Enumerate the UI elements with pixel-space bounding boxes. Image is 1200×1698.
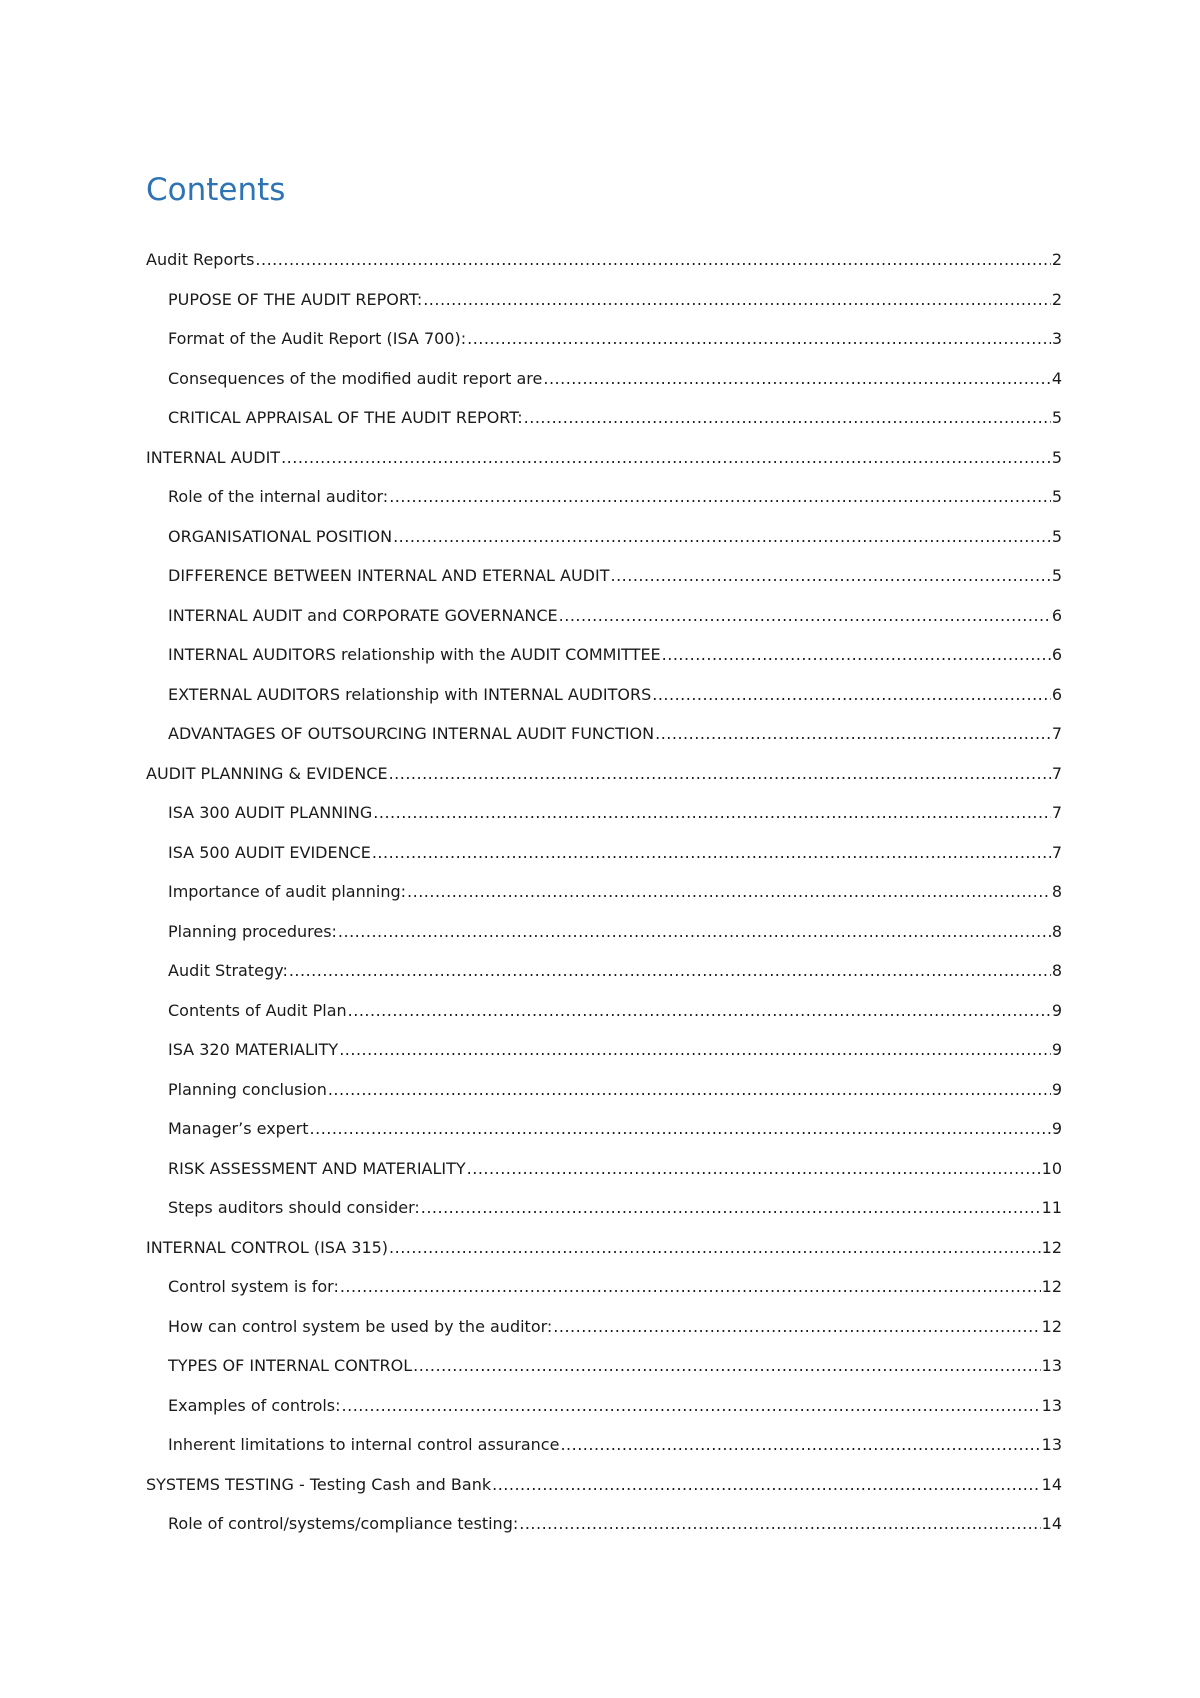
toc-dot-leader <box>423 290 1051 310</box>
toc-entry[interactable] <box>146 487 1062 527</box>
toc-entry[interactable] <box>146 1435 1062 1475</box>
toc-entry-title: TYPES OF INTERNAL CONTROL <box>168 1356 413 1375</box>
toc-entry-title: Examples of controls: <box>168 1395 341 1415</box>
toc-entry-title: INTERNAL CONTROL (ISA 315) <box>146 1237 389 1257</box>
toc-entry[interactable] <box>146 724 1062 764</box>
toc-entry-title: Audit Reports <box>146 250 255 269</box>
toc-entry-page-number: 8 <box>1051 921 1062 941</box>
toc-dot-leader <box>393 527 1051 547</box>
toc-entry-page-number: 6 <box>1051 605 1062 625</box>
toc-entry-title: Consequences of the modified audit report are <box>168 368 543 388</box>
toc-entry-page-number: 10 <box>1041 1158 1062 1178</box>
toc-entry-page-number: 14 <box>1041 1474 1062 1494</box>
toc-entry[interactable] <box>146 1159 1062 1199</box>
toc-dot-leader <box>407 882 1051 902</box>
toc-entry[interactable] <box>146 764 1062 804</box>
toc-entry-title: Role of the internal auditor: <box>168 487 389 506</box>
toc-dot-leader <box>339 1040 1051 1060</box>
table-of-contents <box>146 250 1062 1554</box>
toc-entry-page-number: 5 <box>1051 447 1062 467</box>
toc-entry[interactable] <box>146 448 1062 488</box>
toc-entry-page-number: 6 <box>1051 684 1062 704</box>
toc-entry-page-number: 11 <box>1041 1198 1062 1217</box>
toc-entry-page-number: 6 <box>1051 645 1062 664</box>
toc-entry[interactable] <box>146 803 1062 843</box>
toc-entry[interactable] <box>146 1001 1062 1041</box>
toc-entry[interactable] <box>146 1238 1062 1278</box>
toc-entry[interactable] <box>146 527 1062 567</box>
toc-entry[interactable] <box>146 408 1062 448</box>
toc-dot-leader <box>338 922 1051 942</box>
toc-entry[interactable] <box>146 1514 1062 1554</box>
toc-dot-leader <box>662 645 1051 665</box>
toc-entry[interactable] <box>146 922 1062 962</box>
toc-entry-title: Importance of audit planning: <box>168 882 407 901</box>
toc-entry-page-number: 5 <box>1051 526 1062 546</box>
toc-dot-leader <box>389 487 1051 507</box>
toc-entry[interactable] <box>146 685 1062 725</box>
toc-dot-leader <box>467 329 1051 349</box>
toc-dot-leader <box>524 408 1051 428</box>
toc-entry-page-number: 5 <box>1051 566 1062 585</box>
toc-entry[interactable] <box>146 606 1062 646</box>
toc-dot-leader <box>348 1001 1051 1021</box>
toc-dot-leader <box>553 1317 1040 1337</box>
toc-dot-leader <box>289 961 1051 981</box>
toc-heading: Contents <box>146 172 286 208</box>
toc-entry-title: Steps auditors should consider: <box>168 1198 420 1217</box>
toc-entry-page-number: 9 <box>1051 1119 1062 1138</box>
toc-dot-leader <box>519 1514 1040 1534</box>
toc-entry-page-number: 7 <box>1051 763 1062 783</box>
toc-entry-title: Contents of Audit Plan <box>168 1000 347 1020</box>
toc-entry-title: Planning conclusion <box>168 1079 327 1099</box>
toc-entry-title: ORGANISATIONAL POSITION <box>168 526 393 546</box>
toc-entry-title: PUPOSE OF THE AUDIT REPORT: <box>168 289 423 309</box>
toc-entry-title: ISA 500 AUDIT EVIDENCE <box>168 842 371 862</box>
toc-entry-page-number: 12 <box>1041 1237 1062 1257</box>
toc-entry-title: INTERNAL AUDIT <box>146 447 281 467</box>
toc-dot-leader <box>652 685 1051 705</box>
toc-entry-title: Control system is for: <box>168 1277 339 1296</box>
toc-entry-title: INTERNAL AUDITORS relationship with the AUDIT COMMITTEE <box>168 645 661 664</box>
toc-entry-title: Inherent limitations to internal control assurance <box>168 1435 560 1454</box>
document-page <box>146 170 1062 1533</box>
toc-dot-leader <box>421 1198 1041 1218</box>
toc-entry-page-number: 8 <box>1051 882 1062 901</box>
toc-entry-page-number: 9 <box>1051 1079 1062 1099</box>
toc-entry[interactable] <box>146 329 1062 369</box>
toc-entry-page-number: 7 <box>1051 803 1062 822</box>
toc-entry-title: EXTERNAL AUDITORS relationship with INTERNAL AUDITORS <box>168 684 652 704</box>
toc-entry-title: CRITICAL APPRAISAL OF THE AUDIT REPORT: <box>168 408 523 427</box>
toc-entry-page-number: 7 <box>1051 724 1062 743</box>
toc-entry-page-number: 14 <box>1041 1514 1062 1533</box>
toc-entry-title: Role of control/systems/compliance testing: <box>168 1514 519 1533</box>
toc-entry-page-number: 12 <box>1041 1316 1062 1336</box>
toc-dot-leader <box>560 1435 1040 1455</box>
toc-entry-page-number: 8 <box>1051 961 1062 980</box>
toc-entry-title: How can control system be used by the auditor: <box>168 1316 553 1336</box>
toc-dot-leader <box>340 1277 1041 1297</box>
toc-entry-page-number: 9 <box>1051 1040 1062 1059</box>
toc-entry[interactable] <box>146 1080 1062 1120</box>
toc-entry-title: Manager’s expert <box>168 1119 309 1138</box>
toc-entry-page-number: 2 <box>1051 289 1062 309</box>
toc-entry-title: SYSTEMS TESTING - Testing Cash and Bank <box>146 1474 492 1494</box>
toc-entry[interactable] <box>146 290 1062 330</box>
toc-entry-page-number: 9 <box>1051 1000 1062 1020</box>
toc-dot-leader <box>389 1238 1041 1258</box>
toc-entry[interactable] <box>146 1396 1062 1436</box>
toc-dot-leader <box>543 369 1050 389</box>
toc-dot-leader <box>310 1119 1051 1139</box>
toc-dot-leader <box>413 1356 1040 1376</box>
toc-entry[interactable] <box>146 1277 1062 1317</box>
toc-entry[interactable] <box>146 369 1062 409</box>
toc-entry[interactable] <box>146 843 1062 883</box>
toc-entry-title: RISK ASSESSMENT AND MATERIALITY <box>168 1158 466 1178</box>
toc-entry-title: Audit Strategy: <box>168 961 288 980</box>
toc-entry[interactable] <box>146 1317 1062 1357</box>
toc-entry-title: Planning procedures: <box>168 921 337 941</box>
toc-dot-leader <box>255 250 1050 270</box>
toc-entry-title: INTERNAL AUDIT and CORPORATE GOVERNANCE <box>168 605 558 625</box>
toc-entry-title: DIFFERENCE BETWEEN INTERNAL AND ETERNAL AUDIT <box>168 566 610 585</box>
toc-dot-leader <box>492 1475 1041 1495</box>
toc-dot-leader <box>328 1080 1051 1100</box>
toc-dot-leader <box>610 566 1050 586</box>
toc-entry[interactable] <box>146 882 1062 922</box>
toc-entry-page-number: 2 <box>1051 250 1062 269</box>
toc-entry-title: Format of the Audit Report (ISA 700): <box>168 329 467 348</box>
toc-dot-leader <box>342 1396 1041 1416</box>
toc-entry-page-number: 7 <box>1051 842 1062 862</box>
toc-entry[interactable] <box>146 1198 1062 1238</box>
toc-entry-title: AUDIT PLANNING & EVIDENCE <box>146 763 388 783</box>
toc-entry-page-number: 5 <box>1051 408 1062 427</box>
toc-dot-leader <box>655 724 1051 744</box>
toc-dot-leader <box>559 606 1051 626</box>
toc-entry-title: ADVANTAGES OF OUTSOURCING INTERNAL AUDIT FUNCTION <box>168 724 655 743</box>
toc-entry[interactable] <box>146 1040 1062 1080</box>
toc-entry-page-number: 4 <box>1051 368 1062 388</box>
toc-entry[interactable] <box>146 250 1062 290</box>
toc-dot-leader <box>467 1159 1041 1179</box>
toc-entry-page-number: 13 <box>1041 1395 1062 1415</box>
toc-entry-page-number: 13 <box>1041 1356 1062 1375</box>
toc-entry[interactable] <box>146 1119 1062 1159</box>
toc-entry-page-number: 5 <box>1051 487 1062 506</box>
toc-entry[interactable] <box>146 566 1062 606</box>
toc-entry-title: ISA 320 MATERIALITY <box>168 1040 339 1059</box>
toc-dot-leader <box>372 843 1051 863</box>
toc-dot-leader <box>389 764 1051 784</box>
toc-entry[interactable] <box>146 1356 1062 1396</box>
toc-entry[interactable] <box>146 1475 1062 1515</box>
toc-entry-title: ISA 300 AUDIT PLANNING <box>168 803 373 822</box>
toc-dot-leader <box>281 448 1051 468</box>
toc-entry-page-number: 3 <box>1051 329 1062 348</box>
toc-entry-page-number: 12 <box>1041 1277 1062 1296</box>
toc-dot-leader <box>373 803 1051 823</box>
toc-entry[interactable] <box>146 645 1062 685</box>
toc-entry-page-number: 13 <box>1041 1435 1062 1454</box>
toc-entry[interactable] <box>146 961 1062 1001</box>
